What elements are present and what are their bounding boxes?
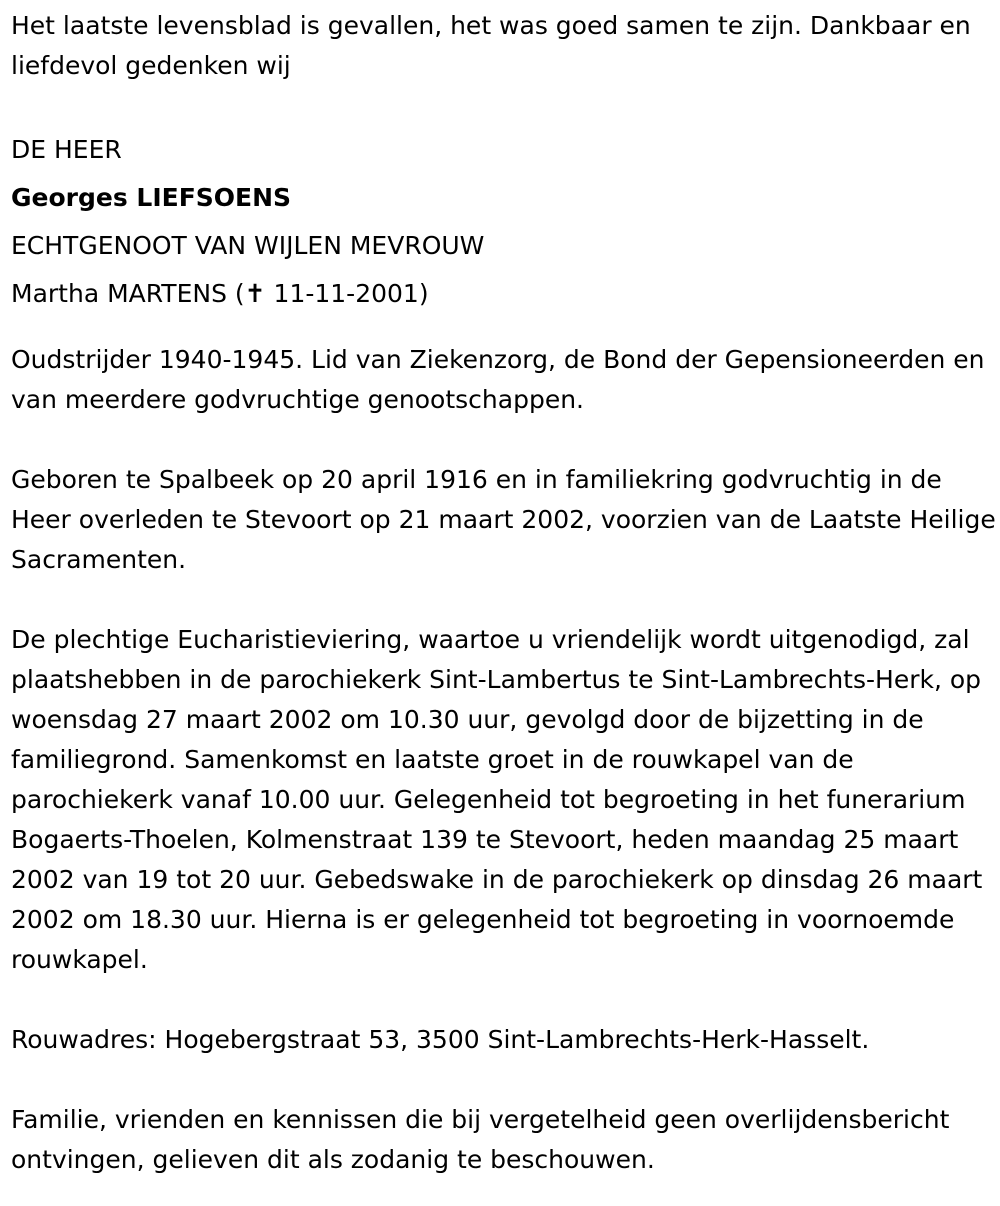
closing-paragraph: Familie, vrienden en kennissen die bij vergetelheid geen overlijdensbericht ontvingen, gelieven dit als zodanig te beschouwen. — [11, 1105, 950, 1174]
address-paragraph: Rouwadres: Hogebergstraat 53, 3500 Sint-Lambrechts-Herk-Hasselt. — [11, 1025, 870, 1054]
title-text: DE HEER — [11, 135, 122, 164]
spacer — [11, 86, 996, 126]
intro-text: Het laatste levensblad is gevallen, het was goed samen te zijn. Dankbaar en liefdevol gedenken wij — [11, 11, 971, 80]
spacer — [11, 1060, 996, 1100]
obituary-notice — [11, 6, 996, 1180]
spouse-title: ECHTGENOOT VAN WIJLEN MEVROUW — [11, 231, 485, 260]
deceased-name: Georges LIEFSOENS — [11, 183, 292, 212]
spacer — [11, 318, 996, 340]
spacer — [11, 420, 996, 460]
spouse-name: Martha MARTENS (✝ 11-11-2001) — [11, 279, 429, 308]
spacer — [11, 980, 996, 1020]
ceremony-paragraph: De plechtige Eucharistieviering, waartoe u vriendelijk wordt uitgenodigd, zal plaatshebben in de parochiekerk Sint-Lambertus te Sint-Lambrechts-Herk, op woensdag 27 maart 2002 om 10.30 uur, gevolgd door de bijzetting in de familiegrond. Samenkomst en laatste groet in de rouwkapel van de parochiekerk vanaf 10.00 uur. Gelegenheid tot begroeting in het funerarium Bogaerts-Thoelen, Kolmenstraat 139 te Stevoort, heden maandag 25 maart 2002 van 19 tot 20 uur. Gebedswake in de parochiekerk op dinsdag 26 maart 2002 om 18.30 uur. Hierna is er gelegenheid tot begroeting in voornoemde rouwkapel. — [11, 625, 983, 974]
spacer — [11, 580, 996, 620]
birth-death-paragraph: Geboren te Spalbeek op 20 april 1916 en in familiekring godvruchtig in de Heer overleden te Stevoort op 21 maart 2002, voorzien van de Laatste Heilige Sacramenten. — [11, 465, 996, 574]
memberships-paragraph: Oudstrijder 1940-1945. Lid van Ziekenzorg, de Bond der Gepensioneerden en van meerdere godvruchtige genootschappen. — [11, 345, 985, 414]
